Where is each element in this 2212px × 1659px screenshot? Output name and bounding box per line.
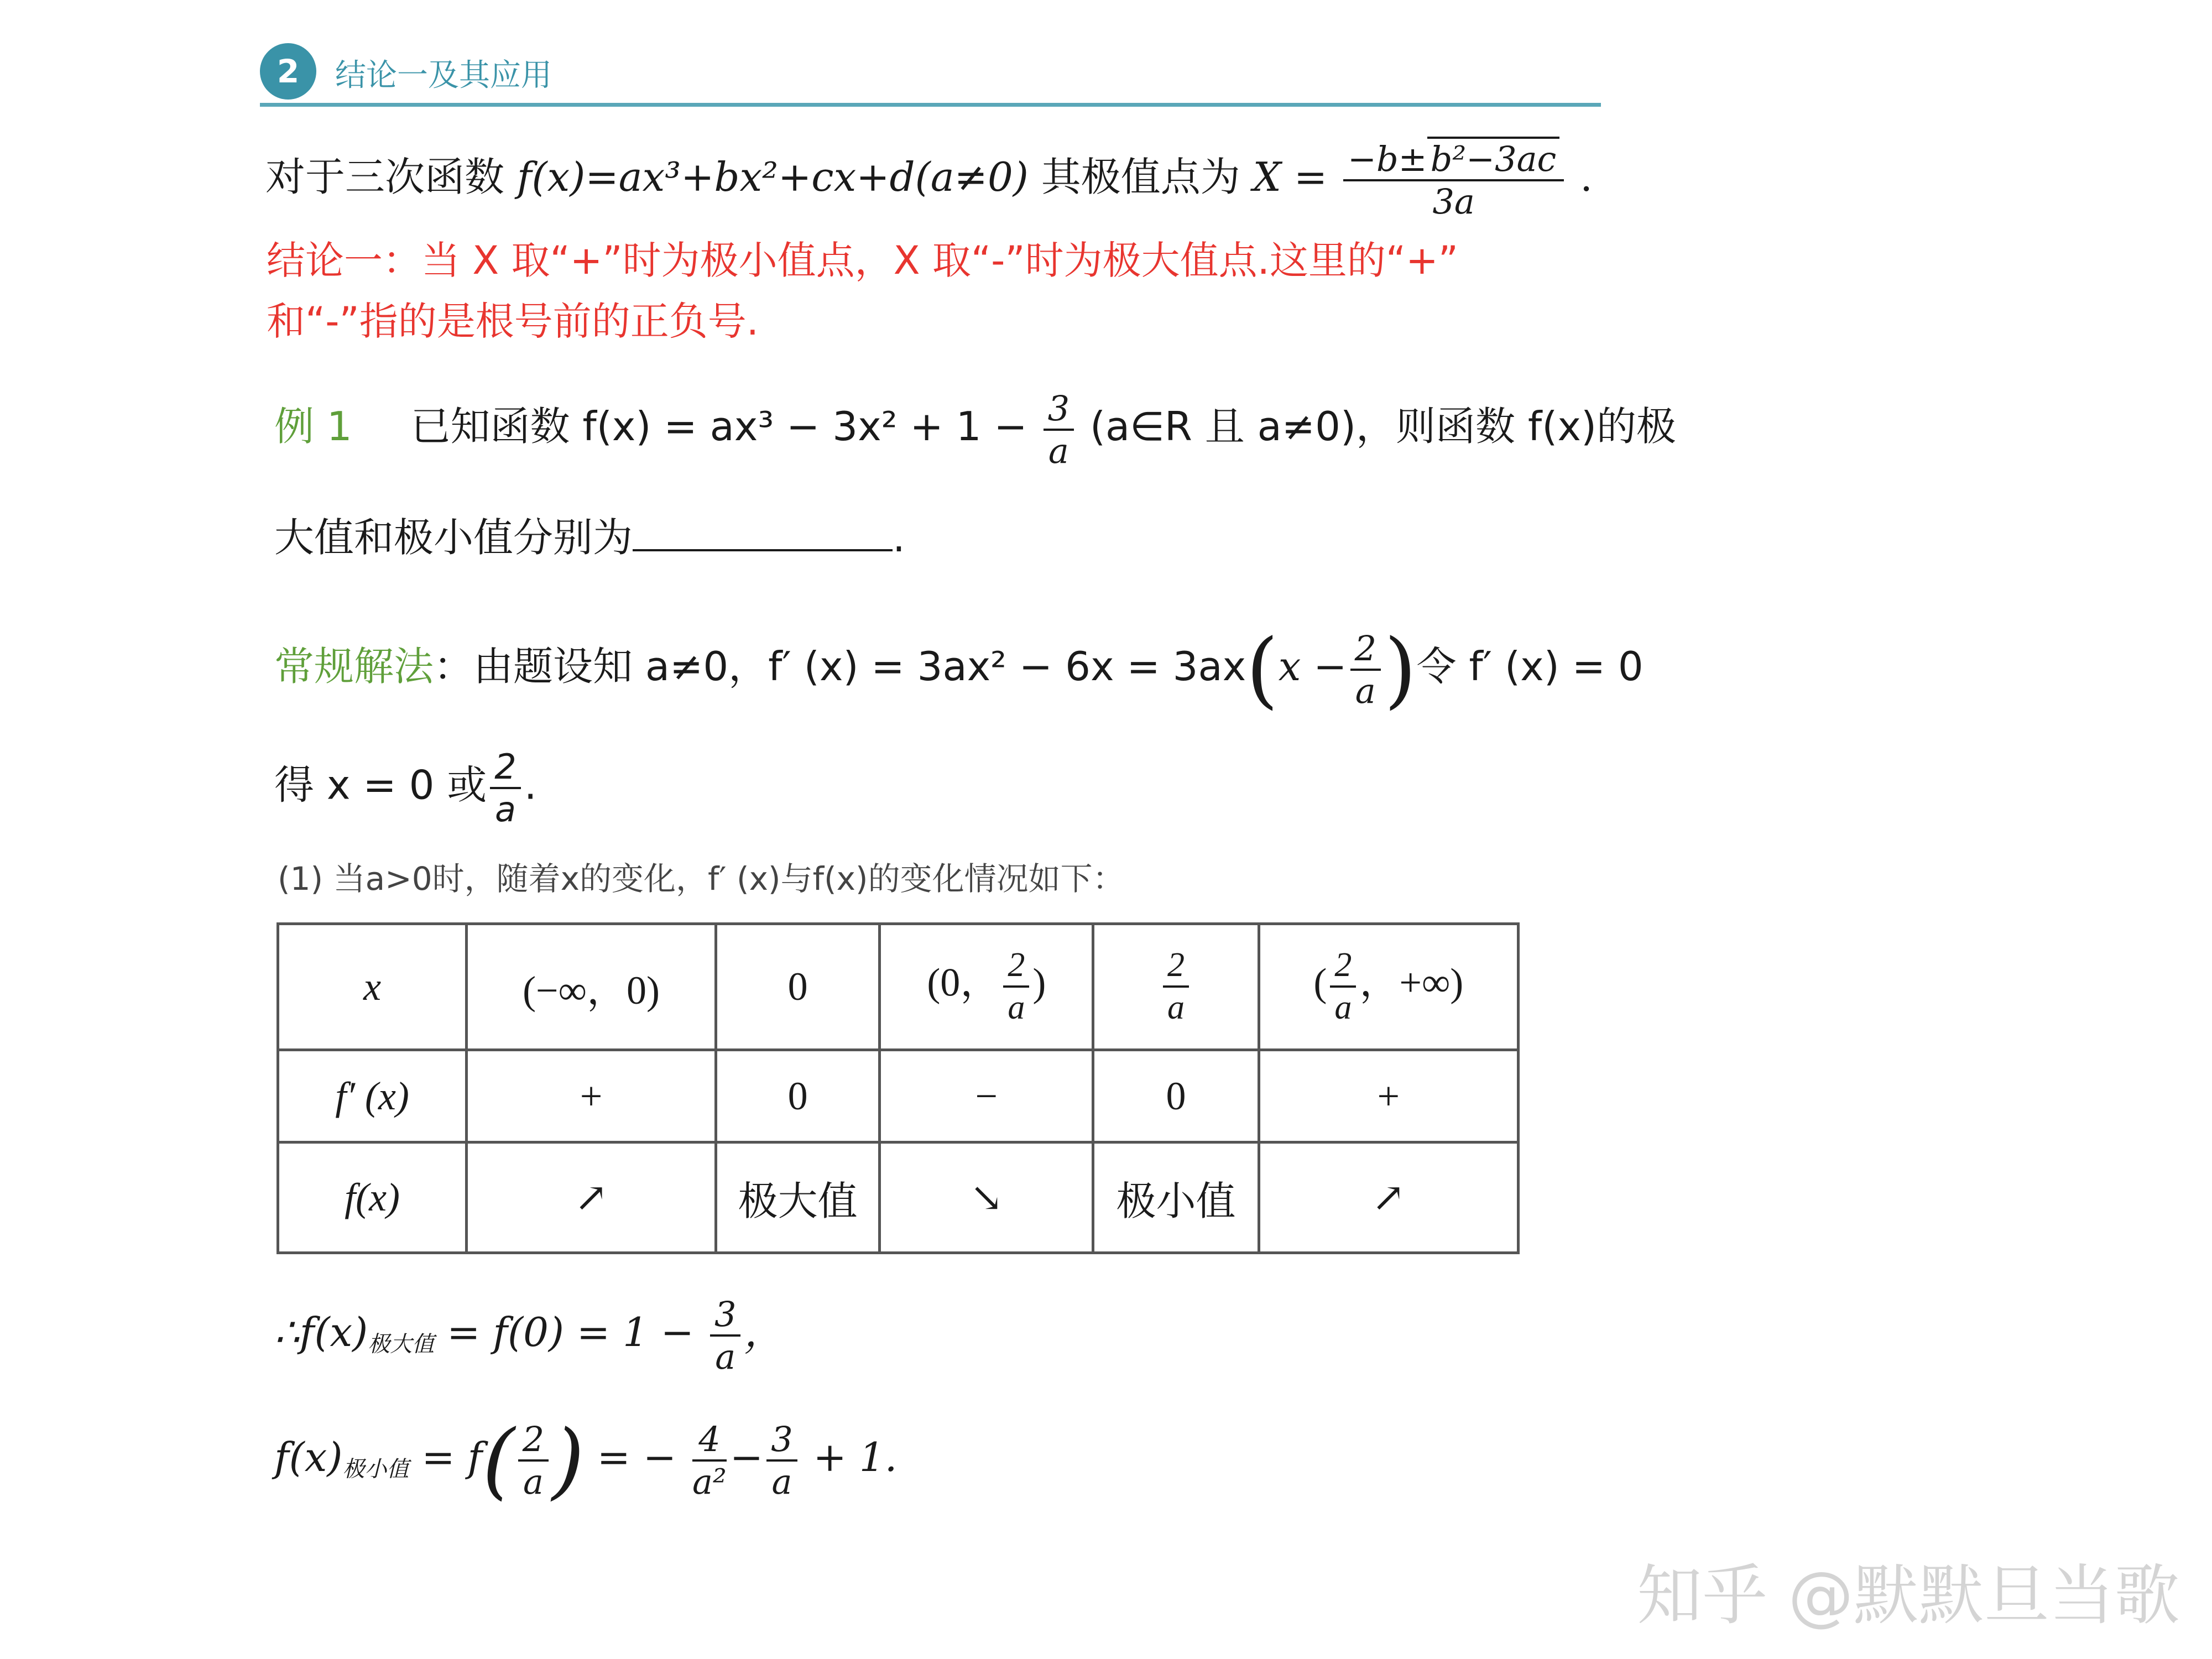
example-line-2 [274,514,905,561]
example-fraction [1044,388,1074,472]
section-title: 结论一及其应用 [335,58,552,93]
result-max-eq: = f(0) = 1 − [447,1309,695,1356]
table-row-function [278,1142,1519,1253]
table-cell: + [1259,1050,1518,1142]
solution-text-b: 令 f′ (x) = 0 [1416,643,1644,690]
result-max-sub: 极大值 [368,1332,435,1358]
solution-line2-end: . [524,761,537,808]
result-max-line [274,1294,784,1378]
result-min-den2: a [771,1462,792,1503]
result-max-fraction [710,1294,740,1378]
formula-num-pre: −b± [1348,139,1427,179]
solution-line2-a: 得 x = 0 或 [274,761,487,808]
intro-function: f(x)=ax³+bx²+cx+d(a≠0) [517,154,1029,201]
intro-x-eq: X = [1253,154,1328,201]
table-cell-local-min: 极小值 [1093,1142,1259,1253]
result-min-minus: − [729,1434,764,1481]
watermark: 知乎 @默默旦当歌 [1637,1557,2180,1634]
critical-fraction [1163,947,1189,1026]
interval3-fraction [1330,947,1356,1026]
interval2-den: a [1008,989,1025,1027]
result-min-pre: f(x) [274,1434,343,1481]
solution-line2-num: 2 [490,749,520,789]
table-row-header [278,924,1519,1050]
interval2-num: 2 [1003,947,1029,988]
table-header-critical [1093,924,1259,1050]
decreasing-arrow-icon: ↘ [880,1142,1093,1253]
table-row-derivative [278,1050,1519,1142]
result-min-fraction-1 [692,1419,727,1503]
conclusion-line-1: 结论一：当 X 取“+”时为极小值点，X 取“-”时为极大值点.这里的“+” [267,238,1459,283]
table-cell: f′ (x) [278,1050,467,1142]
case-note: (1) 当a>0时，随着x的变化，f′ (x)与f(x)的变化情况如下： [278,860,1125,898]
example-label: 例 1 [274,403,352,450]
solution-frac-num: 2 [1350,630,1381,671]
result-min-den1: a² [692,1462,727,1503]
interval3-den: a [1334,989,1352,1027]
increasing-arrow-icon: ↗ [467,1142,716,1253]
solution-line-2 [274,747,537,830]
result-max-pre: ∴f(x) [274,1309,368,1356]
result-max-num: 3 [710,1296,740,1337]
table-cell: − [880,1050,1093,1142]
paren-right: ) [552,1412,585,1509]
result-max-den: a [715,1337,736,1378]
example-frac-num: 3 [1044,390,1074,431]
table-cell: 0 [1093,1050,1259,1142]
result-min-sub: 极小值 [342,1457,409,1483]
result-min-fraction-2 [766,1419,797,1503]
result-min-eq2: = − [597,1434,677,1481]
example-question: 大值和极小值分别为 [274,514,633,561]
result-max-end: ， [744,1309,784,1356]
table-header-interval-1: (−∞，0) [467,924,716,1050]
intro-mid: 其极值点为 [1041,154,1240,201]
example-line2-end: . [893,514,905,561]
formula-root: b²−3ac [1427,137,1560,179]
table-header-interval-2 [880,924,1093,1050]
table-cell: f(x) [278,1142,467,1253]
solution-line2-den: a [495,789,517,830]
interval3-close: ，+∞) [1359,960,1464,1005]
interval3-open: ( [1313,960,1327,1005]
interval2-fraction [1003,947,1029,1026]
intro-line [265,141,1593,220]
increasing-arrow-icon: ↗ [1259,1142,1518,1253]
result-min-num2: 3 [766,1421,797,1462]
example-text-b: (a∈R 且 a≠0)，则函数 f(x)的极 [1089,403,1677,450]
paren-left: ( [1246,622,1279,718]
intro-lead: 对于三次函数 [265,154,505,201]
solution-label: 常规解法 [274,643,434,690]
table-header-interval-3 [1259,924,1518,1050]
interval3-num: 2 [1330,947,1356,988]
table-header-x: x [278,924,467,1050]
interval2-close: ) [1032,960,1046,1005]
extremum-formula [1343,141,1564,220]
formula-den: 3a [1432,181,1475,222]
result-min-inner-fraction [518,1419,549,1503]
paren-left: ( [482,1412,515,1509]
table-cell: 0 [716,1050,879,1142]
result-min-inner-num: 2 [518,1421,549,1462]
result-min-eq: = f [421,1434,483,1481]
table-cell-local-max: 极大值 [716,1142,879,1253]
table-header-zero: 0 [716,924,879,1050]
example-line-1 [274,388,1677,472]
variation-table [276,922,1520,1254]
interval2-open: (0， [927,960,1000,1005]
table-cell: + [467,1050,716,1142]
result-min-line [274,1412,898,1509]
conclusion-line-2: 和“-”指的是根号前的正负号. [267,299,759,344]
result-min-inner-den: a [523,1462,544,1503]
example-frac-den: a [1048,431,1069,472]
intro-end: . [1580,154,1593,201]
solution-text-a: ：由题设知 a≠0，f′ (x) = 3ax² − 6x = 3ax [434,643,1246,690]
solution-frac-den: a [1355,671,1376,712]
solution-line2-fraction [490,747,520,830]
critical-num: 2 [1163,947,1189,988]
solution-inner: x − [1278,643,1347,690]
solution-fraction [1350,628,1381,712]
paren-right: ) [1384,622,1417,718]
result-min-num1: 4 [692,1421,727,1462]
section-number-badge: 2 [260,43,316,100]
answer-blank[interactable] [633,521,893,551]
result-min-end: + 1. [813,1434,898,1481]
critical-den: a [1167,989,1185,1027]
solution-line-1 [274,622,1644,718]
example-text-a: 已知函数 f(x) = ax³ − 3x² + 1 − [410,403,1027,450]
section-divider [260,103,1601,107]
